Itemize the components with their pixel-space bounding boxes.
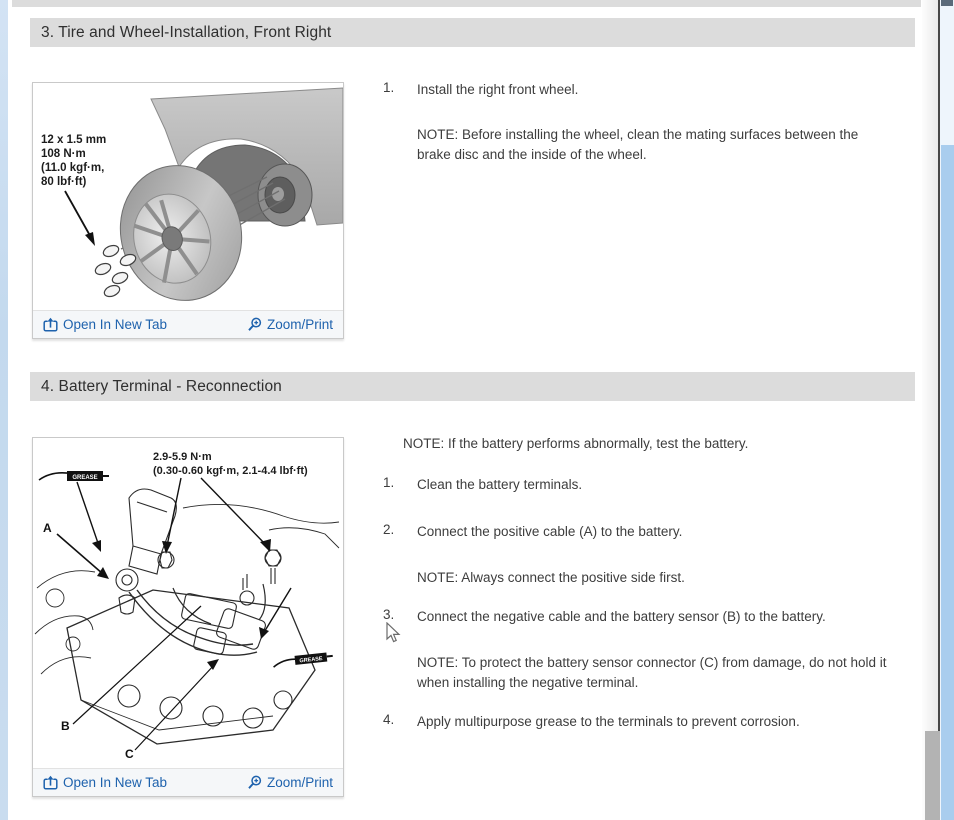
battery-diagram: [33, 438, 343, 769]
figure-toolbar: [33, 310, 343, 338]
step-number: 1.: [383, 475, 395, 490]
svg-text:80 lbf·ft): 80 lbf·ft): [41, 176, 87, 188]
step-text: Install the right front wheel.: [417, 82, 579, 97]
section-4-header: [30, 372, 915, 401]
previous-section-header-sliver: [12, 0, 921, 7]
battery-terminal-figure: [32, 437, 344, 797]
wheel-diagram-svg: [33, 83, 343, 311]
svg-text:B: B: [61, 719, 70, 733]
zoom-print-icon: [247, 775, 262, 790]
right-leader: [263, 588, 291, 634]
zoom-print-link[interactable]: [247, 317, 333, 332]
svg-text:GREASE: GREASE: [299, 655, 323, 665]
svg-text:(0.30-0.60 kgf·m, 2.1-4.4 lbf·: (0.30-0.60 kgf·m, 2.1-4.4 lbf·ft): [153, 465, 308, 477]
panel-scrollbar-track[interactable]: [922, 0, 938, 820]
step-note: NOTE: Before installing the wheel, clean the mating surfaces between the brake disc and the inside of the wheel.: [417, 127, 859, 162]
figure-toolbar: [33, 768, 343, 796]
open-in-new-tab-label: Open In New Tab: [63, 317, 168, 332]
open-in-new-tab-link[interactable]: [43, 775, 167, 790]
zoom-print-label: Zoom/Print: [266, 317, 333, 332]
step-note: NOTE: Always connect the positive side first.: [417, 570, 685, 585]
zoom-print-label: Zoom/Print: [266, 775, 333, 790]
svg-text:A: A: [43, 521, 52, 535]
svg-text:(11.0 kgf·m,: (11.0 kgf·m,: [41, 162, 105, 174]
step-text: Clean the battery terminals.: [417, 477, 583, 492]
battery-diagram-svg: [33, 438, 343, 769]
wheel-torque-label: [41, 134, 106, 188]
battery-intro-note: NOTE: If the battery performs abnormally, test the battery.: [403, 436, 749, 451]
torque-arrow-line: [65, 191, 93, 241]
step-text: Connect the negative cable and the battery sensor (B) to the battery.: [417, 609, 826, 624]
mouse-cursor: [385, 622, 401, 644]
window-scrollbar-thumb[interactable]: [941, 145, 954, 820]
grease-tag-right: [273, 652, 334, 667]
zoom-print-icon: [247, 317, 262, 332]
svg-text:C: C: [125, 747, 134, 761]
section-3-title: 3. Tire and Wheel-Installation, Front Right: [41, 24, 332, 41]
panel-scrollbar-thumb[interactable]: [925, 731, 940, 820]
page-left-margin: [0, 0, 8, 820]
step-text: Apply multipurpose grease to the terminals to prevent corrosion.: [417, 714, 800, 729]
torque-leader-lines: [167, 478, 267, 546]
step-text: Connect the positive cable (A) to the battery.: [417, 524, 683, 539]
step-note: NOTE: To protect the battery sensor connector (C) from damage, do not hold it when installing the negative terminal.: [417, 655, 887, 690]
section-3-header: [30, 18, 915, 47]
wheel-installation-figure: [32, 82, 344, 339]
window-scrollbar-button[interactable]: [941, 0, 953, 6]
open-in-new-tab-link[interactable]: [43, 317, 167, 332]
open-in-new-tab-label: Open In New Tab: [63, 775, 168, 790]
torque-arrow-head: [85, 232, 95, 246]
grease-tag-top: [39, 471, 109, 552]
section-4-title: 4. Battery Terminal - Reconnection: [41, 378, 282, 395]
svg-text:GREASE: GREASE: [72, 475, 98, 481]
step-number: 4.: [383, 712, 395, 727]
step-number: 2.: [383, 522, 395, 537]
step-number: 3.: [383, 607, 395, 622]
zoom-print-link[interactable]: [247, 775, 333, 790]
step-number: 1.: [383, 80, 395, 95]
svg-text:108 N·m: 108 N·m: [41, 148, 86, 160]
svg-text:2.9-5.9 N·m: 2.9-5.9 N·m: [153, 451, 212, 463]
svg-text:12 x 1.5 mm: 12 x 1.5 mm: [41, 134, 107, 146]
open-in-new-tab-icon: [43, 775, 58, 790]
wheel-diagram: [33, 83, 343, 311]
battery-torque-label: [153, 451, 308, 477]
open-in-new-tab-icon: [43, 317, 58, 332]
